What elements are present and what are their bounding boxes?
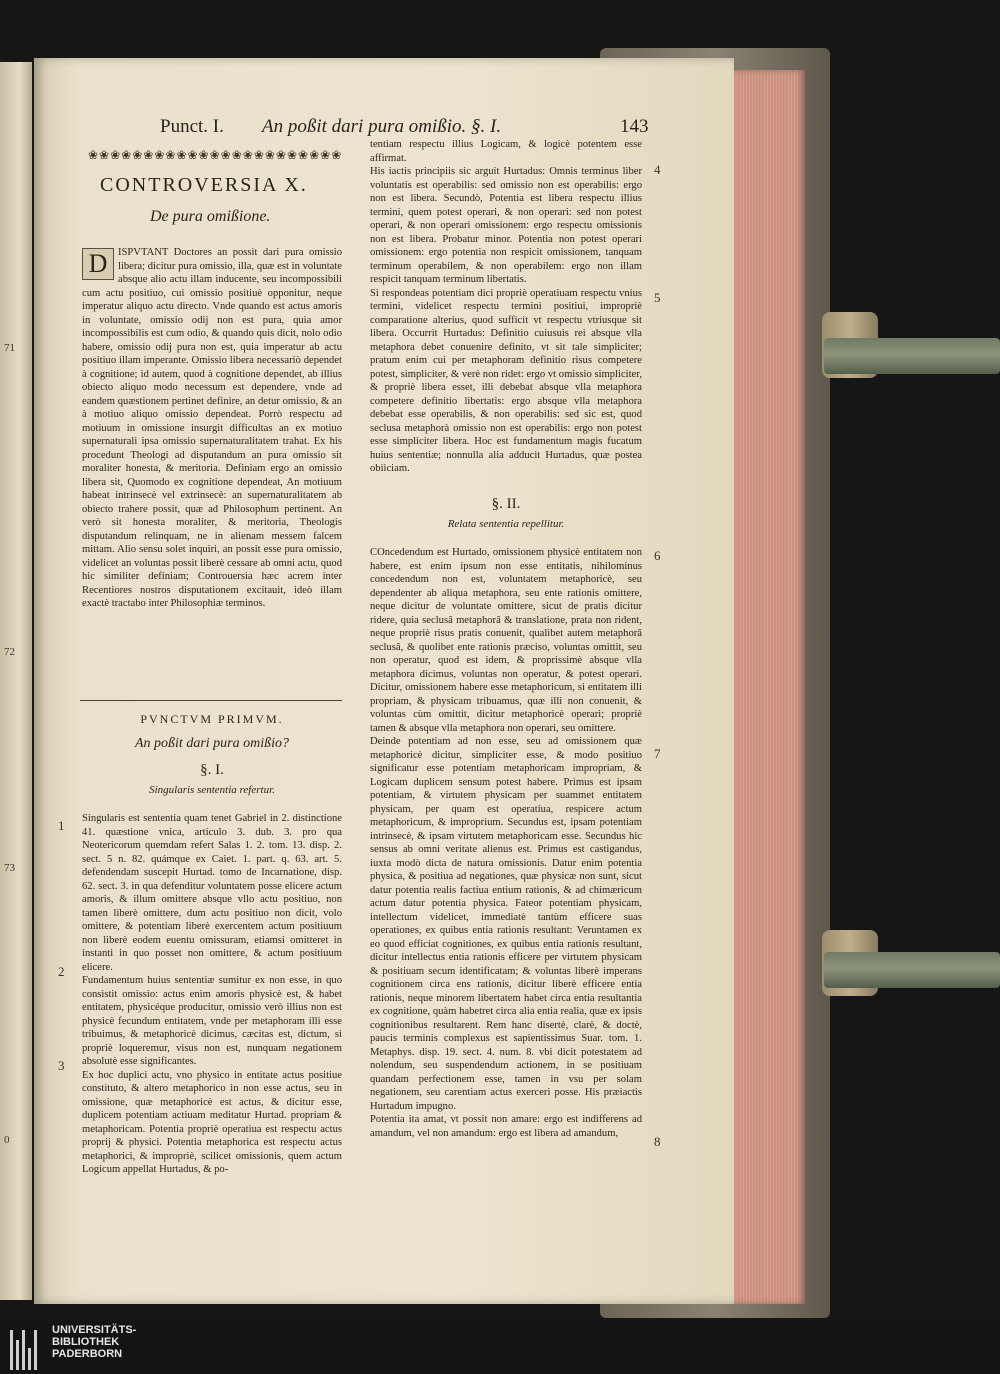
intro-text: ISPVTANT Doctores an possit dari pura omissio libera; dicitur pura omissio, illa, quæ est in voluntate absque alio actu illam inducente, seu incompossibili cum actu positiuo, cui omissio positiuè opponitur, neque imperatur aliquo actu directo. Vnde quando est actus amoris in voluntate, omissio odij non est pura, quia amor incompossibilis est cum odio, & quando quis dicit, nolo odio habere, omissio odij pura non est, quia imperatur ab actu positiuo illam imperante. Omissio libera necessariò dependet à cognitione; id autem, quod à cognitione dependet, ab illius obiecto aliquo modo necessum est dependere, vnde ad eandem quæstionem pertinet definire, an detur omissio, & an à motiuo aliquo omissio dependeat. Porrò respectu ad motiuum in omissione insurgit difficultas an ex motiuo supernaturali ipsa omissio supernaturalitatem trahat. Ex his procedunt Theologi ad disputandum an pura omissio sit moraliter honesta, & meritoria. Definiam ergo an omissio libera sit, Quomodo ex cognitione dependeat, An motiuum habeat intrinsecè vel extrinsecè: an supernaturalitatem ab obiecto trahere possit, quæ ad Philosophum pertinent. An verò sit honesta moraliter, & meritoria, Theologis disputandum relinquam, ne in alienam messem falcem mittam. Alio sensu solet inquiri, an possit esse pura omissio, videlicet an voluntas possit liberè cessare ab omni actu, quod hic similiter definiam; Controuersia hæc acrem inter Recentiores nostros disputationem excitauit, ideò illam exactè tractabo inter Philosophiæ terminos. — [82, 247, 342, 609]
left-page-fragment: 73 — [4, 862, 15, 874]
library-logo-text — [52, 1324, 136, 1360]
left-page-fragment: 0 — [4, 1134, 10, 1146]
clasp-top — [824, 338, 1000, 374]
dropcap: D — [82, 248, 114, 280]
logo-line: PADERBORN — [52, 1348, 123, 1360]
left-body — [82, 812, 342, 1175]
section-mark-2: §. II. — [491, 496, 521, 512]
paragraph: Potentia ita amat, vt possit non amare: ergo est indifferens ad amandum, vel non amandum: ergo est libera ad amandum, — [370, 1114, 642, 1139]
margin-number: 5 — [654, 290, 661, 305]
logo-line: UNIVERSITÄTS- — [52, 1324, 137, 1336]
left-page-fragment: 72 — [4, 646, 15, 658]
margin-number: 3 — [58, 1058, 65, 1073]
punctum-question: An poßit dari pura omißio? — [134, 736, 289, 751]
controversia-subtitle: De pura omißione. — [150, 208, 271, 225]
paragraph: Si respondeas potentiam dici propriè operatiuam respectu vnius termini, videlicet respectu termini positiui, impropriè comparatione alterius, quod sufficit vt respectu vtriusque sit libera. Occurrit Hurtadus: Definitio cuiusuis rei absque vlla metaphora debet conuenire definito, vt sit tale simpliciter; pratum enim cui per metaphoram definitio risus competere potest, simpliciter, & verè non ridet: ergo vt omissio simpliciter, & propriè libera esset, illi debebat absque vlla metaphora competere definitio libertatis: ergo absque vlla metaphora debebat esse operabilis, & non operabilis: sed sic est, quod seclusa metaphorà omissio non est operabilis: ergo non potest esse simpliciter libera. Hoc est fundamentum magis fucatum huius sententiæ; nonnulla alia adducit Hurtadus, quæ postea obiiciam. — [370, 287, 642, 474]
paragraph: Ex hoc duplici actu, vno physico in entitate actus positiue constituto, & altero metaphorico in non esse actus, seu in omissione, quæ metaphoricè est actus, & dicitur esse, duplicem potentiam actiuam meditatur Hurtad. propriam & metaphoricam. Potentia propriè operatiua est respectu actus proprij & physici. Potentia metaphorica est respectu actus metaphorici, & impropriè, scilicet omissionis, quem actum Logicum appellat Hurtadus, & po- — [82, 1069, 342, 1175]
logo-line: BIBLIOTHEK — [52, 1336, 120, 1348]
paragraph: tentiam respectu illius Logicam, & logicè potentem esse affirmat. — [370, 139, 642, 164]
section-mark-1: §. I. — [200, 762, 224, 778]
left-page-edge — [0, 62, 32, 1300]
section-title-2: Relata sententia repellitur. — [447, 518, 565, 530]
paragraph: COncedendum est Hurtado, omissionem physicè entitatem non habere, est enim ipsum non esse entitatis, nihilominus concedendum non est, voluntatem metaphoricè, seu dependenter ab aliqua metaphora, seu ente rationis omittere, neque dicitur de voluntate omittere, sicut de pratis dicitur ridere, quia seclusâ metaphorâ & translatione, prata non rident, neque propriè risus pratis conuenit, qualibet autem metaphorâ seclusâ, & quolibet ente rationis præciso, voluntas omittit, seu non operatur, quod est idem, & proprissimè absque vlla metaphora dicimus, voluntas non operatur, & potest operari. Dicitur, omissionem habere esse metaphoricum, si entitatem illi propriam, & physicam tribuamus, quæ illi non conuenit, & voluntas cùm omittit, dicitur metaphoricè operari; propriè tamen & absque vlla metaphora non operari, seu omittere. — [370, 547, 642, 734]
left-page-fragment: 71 — [4, 342, 15, 354]
margin-number: 1 — [58, 818, 65, 833]
margin-number: 7 — [654, 746, 661, 761]
library-logo-icon — [10, 1326, 42, 1370]
section-title-1: Singularis sententia refertur. — [149, 784, 275, 796]
margin-number: 8 — [654, 1134, 661, 1149]
intro-paragraph — [82, 246, 342, 682]
divider-rule — [80, 700, 342, 701]
page-number: 143 — [620, 116, 649, 137]
paragraph: Deinde potentiam ad non esse, seu ad omissionem quæ metaphoricè dicitur, simpliciter esse, & modo positiuo significatur esse potentiam metaphoricam impropriam, & Logicam duplicem sensum potest habere. Primus est ipsam potentiam, & virtutem physicam per suammet entitatem physicam, per quam est operatiua, respicere actum metaphoricum, & improprium. Secundus est, ipsam potentiam intrinsecè, & ipsam virtutem metaphoricam esse. Secundus hic sensus ab omni veritate alienus est. Primus est castigandus, iuxta modò dicta de natura omissionis. Datur enim potentia physica, & positiua ad negationes, quæ physicæ non sunt, sicut datur potentia realis factiua entium rationis, & ad chimæricum actum datur potentia physica. Fateor potentiam physicam, intellectum videlicet, immediatè tantùm efficere suas operationes, ex quibus entia rationis resultant: Veruntamen ex eo quod efficiat cognitiones, ex quibus entia rationis resultant, dicitur intellectus entia rationis efficere per virtutem physicam & positiuam secum identificatam; & voluntas liberè imperans cognitionem circa ens rationis, dicitur liberè efficere entia rationis, neque minorem libertatem habet circa entia resultantia ex cognitione, quàm habetret circa alia entia realia, quæ ex ipsis cognitionibus resultarent. Rem hanc disertè, clarè, & doctè, paucis terminis complexus est sapientissimus Suar. tom. 1. Metaphys. disp. 19. sect. 4. num. 8. vbi dicit potestatem ad nolendum, seu suspendendum actionem, in se positiuam quandam perfectionem esse, tamen in vsu per solam negationem, seu carentiam actus exerceri posse. His præiactis Hurtadum impugno. — [370, 736, 642, 1112]
margin-number: 4 — [654, 162, 661, 177]
paragraph: Singularis est sententia quam tenet Gabriel in 2. distinctione 41. quæstione vnica, articulo 3. dub. 3. pro qua Neotericorum quemdam refert Salas 1. 2. tom. 13. disp. 2. sect. 5 n. 82. quámque ex Caiet. 1. part. q. 63. art. 5. defendendam suscepit Hurtad. tomo de Incarnatione, disp. 62. sect. 3. in qua defenditur voluntatem posse elicere actum amoris, & illum omittere absque vllo actu positiuo, non tamen liberè omittere, dum actu positiuo non dicit, volo omittere, & potentiam liberè exercentem actum positiuum non liberè eodem euentu omissuram, etiamsi omitteret in instanti in quo posset non omittere, & actum positiuum elicere. — [82, 813, 342, 973]
paragraph: His iactis principiis sic arguit Hurtadus: Omnis terminus liber voluntatis est operabilis: sed omissio non est operabilis: ergo non est libera. Secundò, Potentia est libera respectu illius termini, quem potest operari, & non operari: sed non potest operari, & non operari omissionem: ergo respectu omissionis non est libera. Probatur minor. Potentia non potest operari omissionem: ergo potentia non respicit omissionem, tanquam terminum operabilem, & non operabilem: ergo non illam respicit tanquam terminum libertatis. — [370, 166, 642, 285]
paragraph: Fundamentum huius sententiæ sumitur ex non esse, in quo consistit omissio: actus enim amoris physicè est, & habet entitatem, physicéque producitur, omissio verò illius non est physicè fecundum entitatem, vnde per metaphoram illi esse tribuimus, & metaphoricè dicimus, cæcitas est, dictum, si propriè loqueremur, visus non est, nunquam negationem absolutè esse significantes. — [82, 975, 342, 1067]
clasp-bottom — [824, 952, 1000, 988]
page-edges — [733, 70, 805, 1304]
ornament-band: ❀❀❀❀❀❀❀❀❀❀❀❀❀❀❀❀❀❀❀❀❀❀❀ — [88, 148, 343, 162]
right-body-top — [370, 138, 642, 490]
right-body-bottom — [370, 546, 642, 1172]
running-header-left: Punct. I. — [160, 116, 224, 137]
punctum-heading: PVNCTVM PRIMVM. — [140, 712, 284, 726]
margin-number: 2 — [58, 964, 65, 979]
library-logo-bar — [0, 1322, 1000, 1374]
running-header-title: An poßit dari pura omißio. §. I. — [262, 116, 502, 137]
controversia-title: CONTROVERSIA X. — [100, 174, 308, 196]
margin-number: 6 — [654, 548, 661, 563]
